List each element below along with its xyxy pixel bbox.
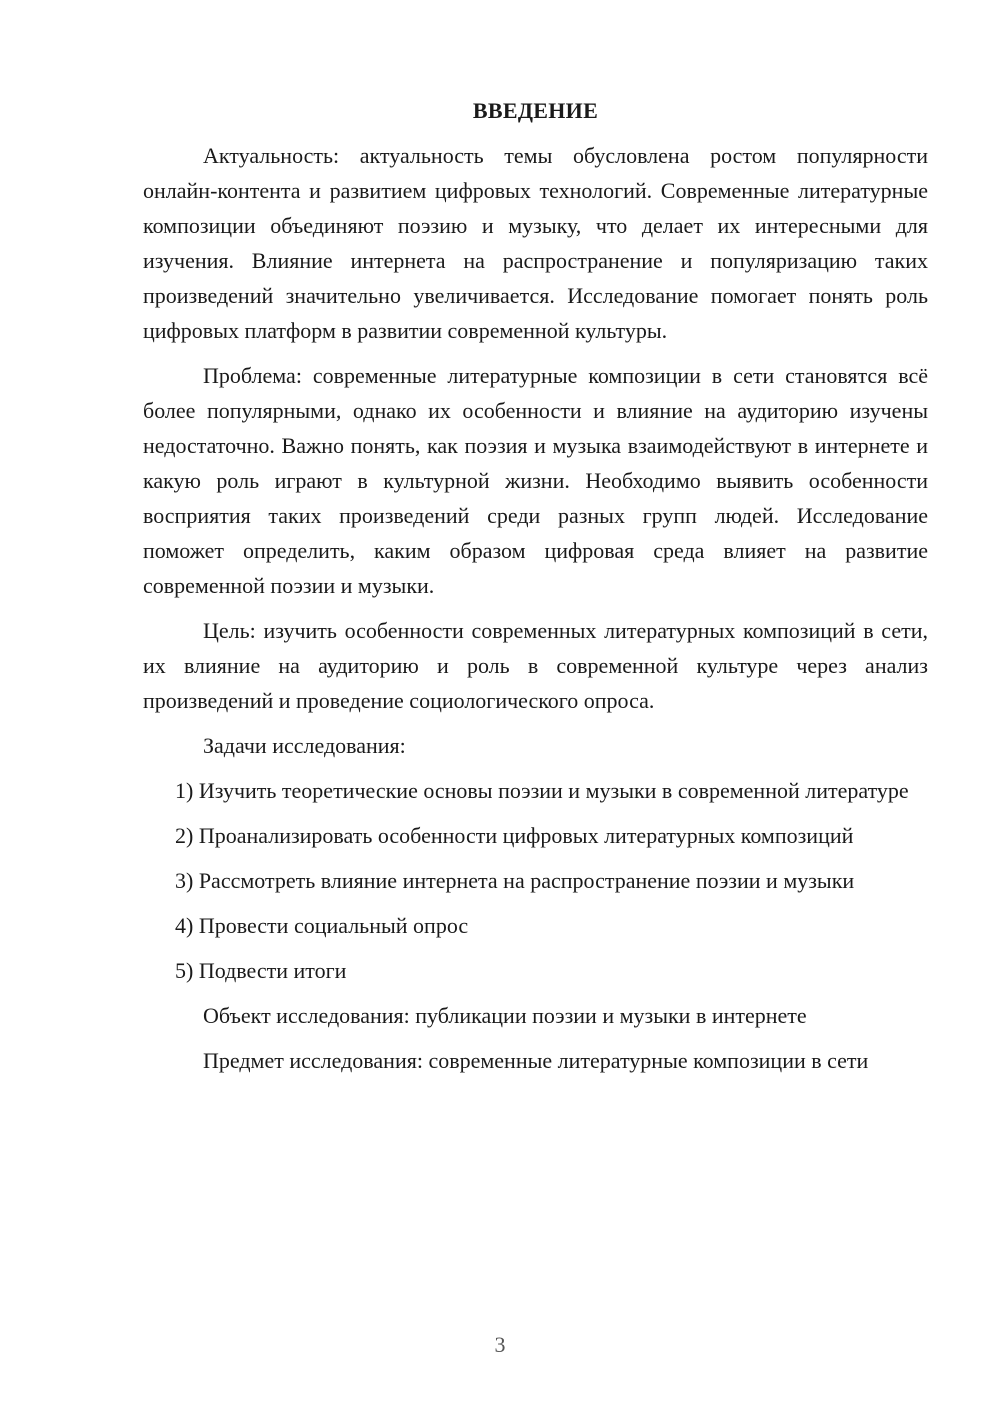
task-item: 1) Изучить теоретические основы поэзии и музыки в современной литературе (175, 778, 909, 803)
document-page (143, 96, 928, 1088)
page-number: 3 (494, 1332, 506, 1357)
relevance-paragraph: Актуальность: актуальность темы обусловлена ростом популярности онлайн-контента и развитием цифровых технологий. Современные литературные композиции объединяют поэзию и музыку, что делает их интересными для изучения. Влияние интернета на распространение и популяризацию таких произведений значительно увеличивается. Исследование помогает понять роль цифровых платформ в развитии современной культуры. (143, 143, 928, 343)
goal-paragraph: Цель: изучить особенности современных литературных композиций в сети, их влияние на аудиторию и роль в современной культуре через анализ произведений и проведение социологического опроса. (143, 618, 928, 713)
task-item: 2) Проанализировать особенности цифровых литературных композиций (175, 823, 854, 848)
task-item: 3) Рассмотреть влияние интернета на распространение поэзии и музыки (175, 868, 855, 893)
research-subject: Предмет исследования: современные литературные композиции в сети (203, 1048, 869, 1073)
task-item: 4) Провести социальный опрос (175, 913, 469, 938)
tasks-heading: Задачи исследования: (203, 733, 406, 758)
problem-paragraph: Проблема: современные литературные композиции в сети становятся всё более популярными, однако их особенности и влияние на аудиторию изучены недостаточно. Важно понять, как поэзия и музыка взаимодействуют в интернете и какую роль играют в культурной жизни. Необходимо выявить особенности восприятия таких произведений среди разных групп людей. Исследование поможет определить, каким образом цифровая среда влияет на развитие современной поэзии и музыки. (143, 363, 928, 598)
task-item: 5) Подвести итоги (175, 958, 347, 983)
research-object: Объект исследования: публикации поэзии и музыки в интернете (203, 1003, 807, 1028)
section-title: ВВЕДЕНИЕ (472, 98, 599, 123)
